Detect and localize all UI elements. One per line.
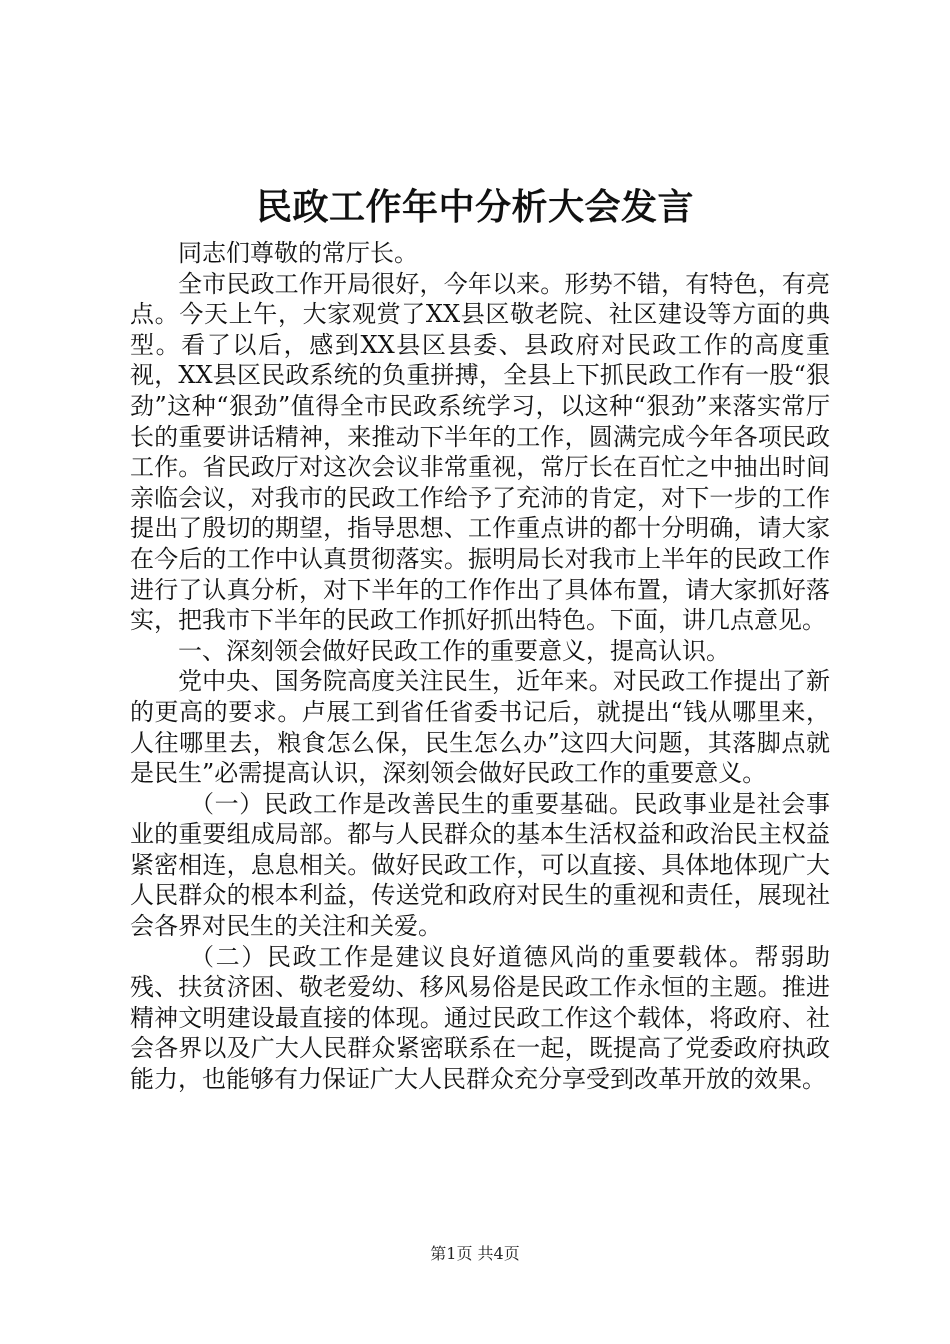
document-title: 民政工作年中分析大会发言: [255, 186, 694, 228]
salutation-paragraph: 同志们尊敬的常厅长。: [178, 239, 418, 267]
document-body: [130, 238, 830, 1095]
intro-paragraph: 全市民政工作开局很好，今年以来。形势不错，有特色，有亮点。今天上午，大家观赏了XX县区敬老院、社区建设等方面的典型。看了以后，感到XX县区县委、县政府对民政工作的高度重视，XX县区民政系统的负重拼搏，全县上下抓民政工作有一股“狠劲”这种“狠劲”值得全市民政系统学习，以这种“狠劲”来落实常厅长的重要讲话精神，来推动下半年的工作，圆满完成今年各项民政工作。省民政厅对这次会议非常重视，常厅长在百忙之中抽出时间亲临会议，对我市的民政工作给予了充沛的肯定，对下一步的工作提出了殷切的期望，指导思想、工作重点讲的都十分明确，请大家在今后的工作中认真贯彻落实。振明局长对我市上半年的民政工作进行了认真分析，对下半年的工作作出了具体布置，请大家抓好落实，把我市下半年的民政工作抓好抓出特色。下面，讲几点意见。: [130, 269, 830, 635]
section-1-paragraph: 党中央、国务院高度关注民生，近年来。对民政工作提出了新的更高的要求。卢展工到省任省委书记后，就提出“钱从哪里来，人往哪里去，粮食怎么保，民生怎么办”这四大问题，其落脚点就是民生”必需提高认识，深刻领会做好民政工作的重要意义。: [130, 667, 830, 788]
section-heading-1: 一、深刻领会做好民政工作的重要意义，提高认识。: [178, 636, 730, 665]
subsection-2-paragraph: （二）民政工作是建议良好道德风尚的重要载体。帮弱助残、扶贫济困、敬老爱幼、移风易俗是民政工作永恒的主题。推进精神文明建设最直接的体现。通过民政工作这个载体，将政府、社会各界以及广大人民群众紧密联系在一起，既提高了党委政府执政能力，也能够有力保证广大人民群众充分享受到改革开放的效果。: [130, 942, 830, 1094]
subsection-1-paragraph: （一）民政工作是改善民生的重要基础。民政事业是社会事业的重要组成局部。都与人民群众的基本生活权益和政治民主权益紧密相连，息息相关。做好民政工作，可以直接、具体地体现广大人民群众的根本利益，传送党和政府对民生的重视和责任，展现社会各界对民生的关注和关爱。: [130, 789, 830, 941]
page-number-footer: 第1页 共4页: [430, 1244, 520, 1263]
